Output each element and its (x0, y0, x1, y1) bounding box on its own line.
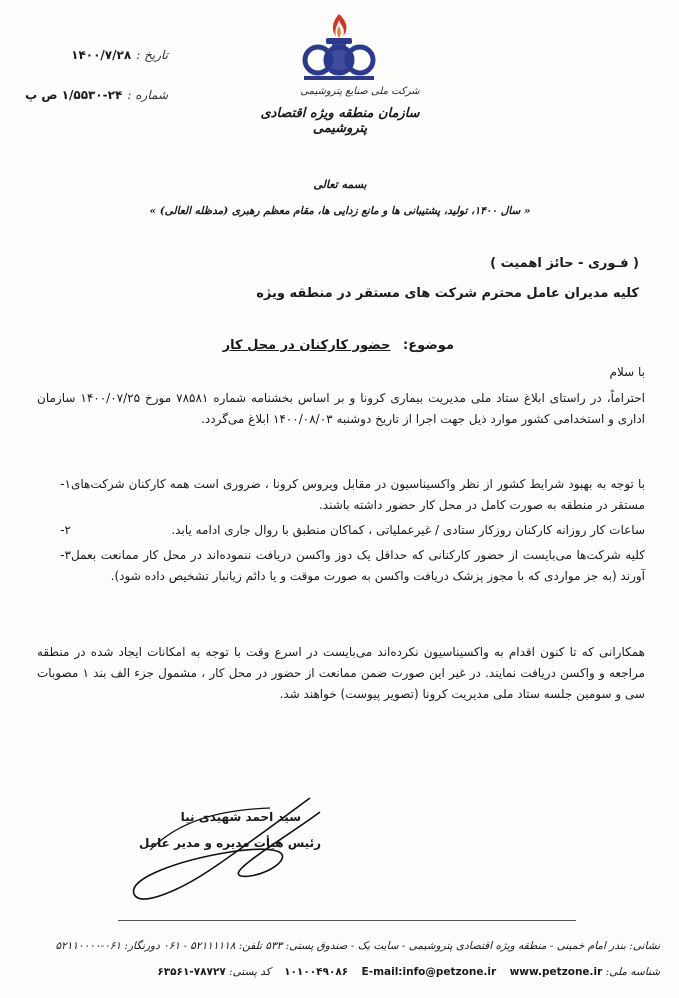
footer-email[interactable]: E-mail:info@petzone.ir (361, 966, 497, 978)
recipient-line: کلیه مدیران عامل محترم شرکت های مستقر در منطقه ویژه (256, 286, 639, 301)
subject-label: موضوع: (403, 338, 454, 353)
bismillah: بسمه تعالی (313, 178, 367, 191)
year-slogan: « سال ۱۴۰۰، تولید، پشتیبانی ها و مانع زدایی ها، مقام معظم رهبری (مدظله العالی) » (149, 205, 531, 217)
list-item (37, 545, 645, 587)
national-id: ۱۰۱۰۰۴۹۰۸۶ (284, 966, 349, 978)
list-item-number: ۲- (60, 523, 71, 537)
list-item-number: ۱- (60, 477, 71, 491)
urgent-label: ( فـوری - حائز اهمیت ) (490, 256, 639, 271)
signatory-name: سید احمد شهیدی نیا (180, 810, 301, 824)
postal-code-label: کد پستی: (229, 966, 271, 978)
signature-scribble-icon (120, 790, 340, 910)
intro-paragraph: احتراماً، در راستای ابلاغ ستاد ملی مدیریت بیماری کرونا و بر اساس بخشنامه شماره ۷۸۵۸۱ مورخ ۱۴۰۰/۰۷/۲۵ سازمان اداری و استخدامی کشور موارد ذیل جهت اجرا از تاریخ دوشنبه ۱۴۰۰/۰۸/۰۳ ابلاغ می‌گردد. (37, 391, 646, 426)
signatory-title: رئیس هیأت مدیره و مدیر عامل (139, 836, 321, 850)
footer-website[interactable]: www.petzone.ir (509, 966, 603, 978)
number-value: ۲۴-۱/۵۵۳۰ ص پ (25, 88, 123, 102)
subject-line (223, 338, 454, 353)
directive-list (37, 474, 645, 587)
national-id-label: شناسه ملی: (605, 966, 660, 978)
closing-paragraph: همکارانی که تا کنون اقدام به واکسیناسیون نکرده‌اند می‌بایست در اسرع وقت با توجه به امکانات ایجاد شده در منطقه مراجعه و واکسن دریافت نمایند. در غیر این صورت ضمن ممانعت از حضور در محل کار ، مشمول جزء الف بند ۱ مصوبات سی و سومین جلسه ستاد ملی مدیریت کرونا (تصویر پیوست) خواهند شد. (37, 645, 646, 701)
date-row (18, 44, 168, 63)
greeting: با سلام (609, 365, 645, 379)
org-name-main: سازمان منطقه ویژه اقتصادی پتروشیمی (260, 106, 420, 136)
footer-address: نشانی: بندر امام خمینی - منطقه ویژه اقتصادی پتروشیمی - سایت یک - صندوق پستی: ۵۳۳ تلفن: ۵۲۱۱۱۱۱۸ - ۰۶۱ دورنگار: ۰۶۱-۵۲۱۱۰۰۰۰ (55, 940, 660, 952)
list-item (37, 474, 645, 516)
date-value: ۱۴۰۰/۷/۲۸ (71, 48, 132, 62)
list-item-number: ۳- (60, 548, 71, 562)
list-item-text: با توجه به بهبود شرایط کشور از نظر واکسیناسیون در مقابل ویروس کرونا ، ضروری است همه کارکنان شرکت‌های مستقر در منطقه به صورت کامل در محل کار حضور داشته باشند. (71, 477, 645, 512)
footer-contact (20, 966, 660, 978)
postal-code: ۶۳۵۶۱-۷۸۷۲۷ (157, 966, 226, 978)
nipc-logo-icon (296, 12, 382, 86)
list-item (37, 520, 645, 541)
list-item-text: کلیه شرکت‌ها می‌بایست از حضور کارکنانی که حداقل یک دوز واکسن دریافت ننموده‌اند در محل کار ممانعت بعمل آورند (به جز مواردی که با مجوز پزشک دریافت واکسن به صورت موقت و یا دائم زیانبار تشخیص داده شود). (71, 548, 645, 583)
footer-divider (118, 920, 576, 921)
number-label: شماره : (127, 88, 168, 102)
subject-value: حضور کارکنان در محل کار (222, 338, 391, 353)
org-name-small: شرکت ملی صنایع پتروشیمی (300, 86, 420, 97)
list-item-text: ساعات کار روزانه کارکنان روزکار ستادی / غیرعملیاتی ، کماکان منطبق با روال جاری ادامه یابد. (171, 523, 645, 537)
date-label: تاریخ : (136, 48, 168, 62)
number-row (18, 84, 168, 103)
